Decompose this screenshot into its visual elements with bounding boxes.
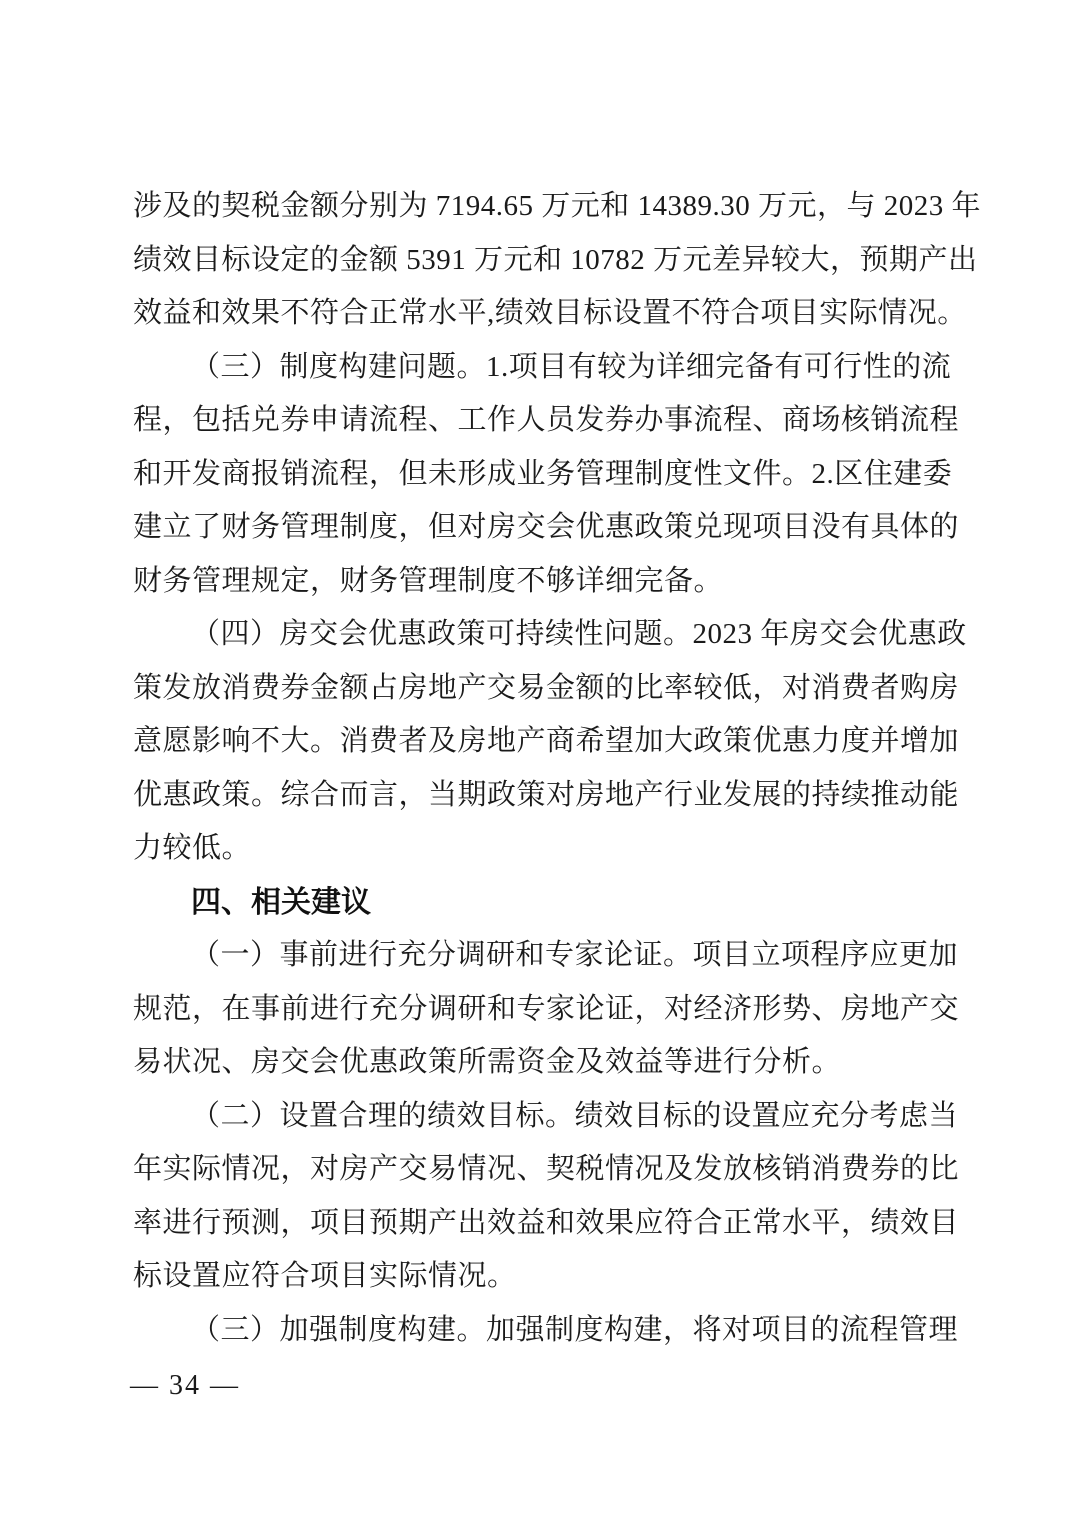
document-body (133, 180, 982, 1357)
paragraph-line: 意愿影响不大。消费者及房地产商希望加大政策优惠力度并增加 (133, 725, 960, 757)
paragraph-line: 效益和效果不符合正常水平,绩效目标设置不符合项目实际情况。 (133, 297, 967, 329)
paragraph-line: （三）制度构建问题。1.项目有较为详细完备有可行性的流 (191, 350, 952, 383)
paragraph-line: 标设置应符合项目实际情况。 (133, 1260, 517, 1292)
body-paragraph (133, 341, 960, 609)
paragraph-line: 程，包括兑券申请流程、工作人员发券办事流程、商场核销流程 (133, 404, 960, 436)
body-paragraph (133, 608, 967, 876)
body-paragraph (133, 1304, 959, 1358)
paragraph-line: 和开发商报销流程，但未形成业务管理制度性文件。2.区住建委 (133, 457, 953, 490)
paragraph-line: （三）加强制度构建。加强制度构建，将对项目的流程管理 (191, 1313, 959, 1346)
paragraph-line: 率进行预测，项目预期产出效益和效果应符合正常水平，绩效目 (133, 1206, 960, 1239)
body-paragraph (133, 180, 982, 341)
paragraph-line: 优惠政策。综合而言，当期政策对房地产行业发展的持续推动能 (133, 778, 960, 811)
body-paragraph (133, 929, 960, 1090)
paragraph-line: 财务管理规定，财务管理制度不够详细完备。 (133, 564, 724, 597)
paragraph-line: 绩效目标设定的金额 5391 万元和 10782 万元差异较大，预期产出 (133, 243, 978, 276)
section-heading: 四、相关建议 (191, 885, 371, 919)
page-number: — 34 — (130, 1370, 240, 1401)
paragraph-line: 易状况、房交会优惠政策所需资金及效益等进行分析。 (133, 1046, 842, 1078)
paragraph-line: 策发放消费券金额占房地产交易金额的比率较低，对消费者购房 (133, 671, 960, 704)
paragraph-line: 涉及的契税金额分别为 7194.65 万元和 14389.30 万元，与 2023 年 (133, 190, 982, 222)
paragraph-line: 建立了财务管理制度，但对房交会优惠政策兑现项目没有具体的 (133, 511, 960, 543)
paragraph-line: 规范，在事前进行充分调研和专家论证，对经济形势、房地产交 (133, 992, 960, 1025)
paragraph-line: （一）事前进行充分调研和专家论证。项目立项程序应更加 (191, 939, 959, 971)
body-paragraph (133, 1090, 960, 1304)
paragraph-line: 年实际情况，对房产交易情况、契税情况及发放核销消费券的比 (133, 1153, 960, 1185)
paragraph-line: 力较低。 (133, 832, 252, 864)
paragraph-line: （二）设置合理的绩效目标。绩效目标的设置应充分考虑当 (191, 1099, 959, 1132)
paragraph-line: （四）房交会优惠政策可持续性问题。2023 年房交会优惠政 (191, 618, 967, 650)
